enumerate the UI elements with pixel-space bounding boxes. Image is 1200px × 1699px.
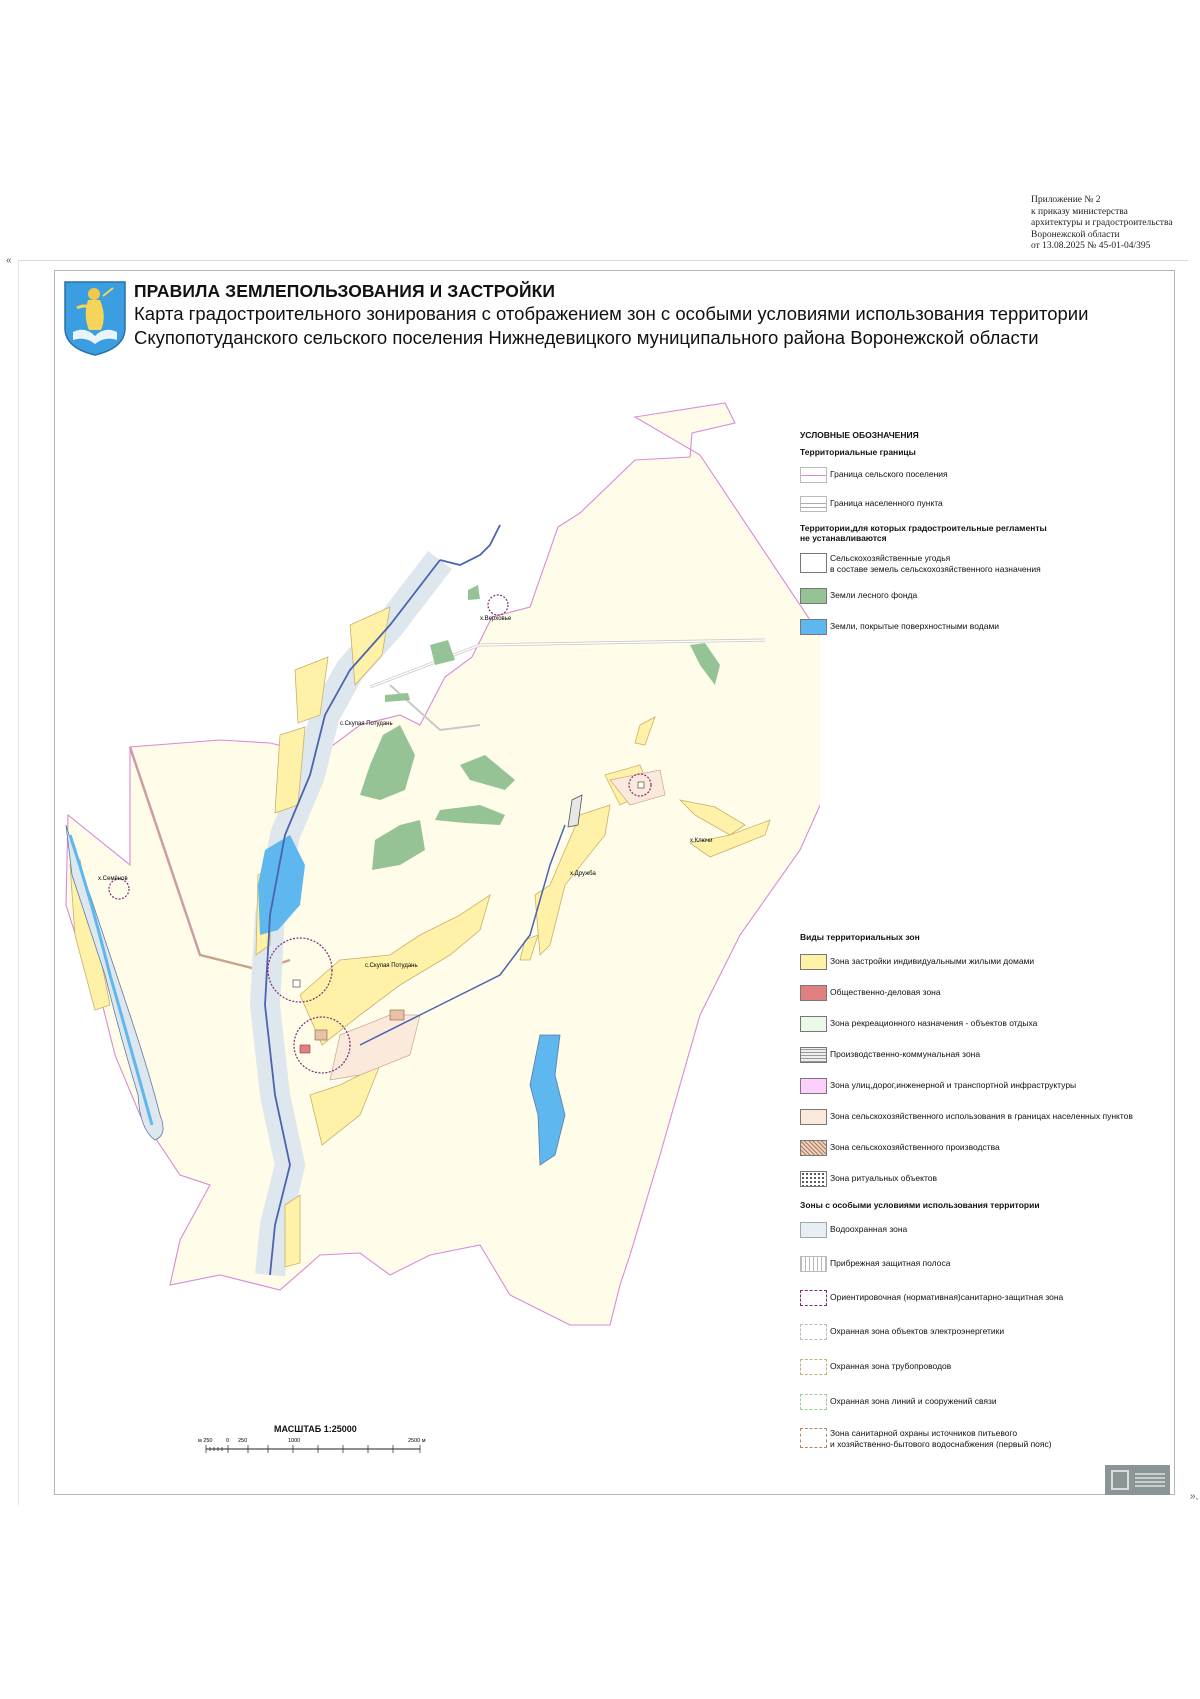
legend-item: Производственно-коммунальная зона — [800, 1047, 980, 1063]
annex-line: Приложение № 2 — [1031, 195, 1101, 205]
legend-swatch — [800, 1016, 827, 1032]
legend-item: Зона санитарной охраны источников питьевого и хозяйственно-бытового водоснабжения (первый пояс) — [800, 1428, 1052, 1450]
scale-bar — [198, 1436, 428, 1458]
legend-swatch — [800, 467, 827, 483]
legend-item: Сельскохозяйственные угодья в составе земель сельскохозяйственного назначения — [800, 553, 1041, 575]
legend-swatch — [800, 1222, 827, 1238]
legend-item: Зона ритуальных объектов — [800, 1171, 937, 1187]
page-subtitle-line2: Скупопотуданского сельского поселения Нижнедевицкого муниципального района Воронежской области — [134, 327, 1039, 348]
legend-item: Прибрежная защитная полоса — [800, 1256, 950, 1272]
legend-item: Охранная зона трубопроводов — [800, 1359, 951, 1375]
legend-swatch — [800, 553, 827, 573]
legend-swatch — [800, 1140, 827, 1156]
legend-item: Земли лесного фонда — [800, 588, 917, 604]
legend-item: Охранная зона объектов электроэнергетики — [800, 1324, 1004, 1340]
publisher-logo — [1105, 1465, 1170, 1495]
legend-swatch — [800, 1109, 827, 1125]
place-label: х.Верховье — [480, 616, 512, 622]
legend-section-title: Зоны с особыми условиями использования территории — [800, 1200, 1040, 1210]
rural-boundary — [66, 403, 820, 1325]
legend-item: Водоохранная зона — [800, 1222, 907, 1238]
page-subtitle: Карта градостроительного зонирования с отображением зон с особыми условиями использования территории — [134, 303, 1089, 324]
legend-section-title: Территории,для которых градостроительные регламенты — [800, 523, 1047, 533]
annex-line: от 13.08.2025 № 45-01-04/395 — [1031, 241, 1151, 252]
legend-heading: УСЛОВНЫЕ ОБОЗНАЧЕНИЯ — [800, 430, 919, 440]
scale-title: МАСШТАБ 1:25000 — [274, 1424, 357, 1434]
legend-item: Ориентировочная (нормативная)санитарно-защитная зона — [800, 1290, 1063, 1306]
scale-tick-label: 2500 м — [408, 1438, 426, 1444]
legend-swatch — [800, 588, 827, 604]
page-title: ПРАВИЛА ЗЕМЛЕПОЛЬЗОВАНИЯ И ЗАСТРОЙКИ — [134, 281, 556, 301]
legend-swatch — [800, 1394, 827, 1410]
frame-rule-vertical — [18, 260, 19, 1505]
open-quote: « — [6, 255, 12, 266]
legend-swatch — [800, 619, 827, 635]
legend-item: Охранная зона линий и сооружений связи — [800, 1394, 997, 1410]
title-block — [134, 280, 1164, 350]
building-icon — [1111, 1470, 1129, 1490]
annex-line: к приказу министерства — [1031, 206, 1128, 217]
scale-tick-label: 1000 — [288, 1438, 301, 1444]
coat-of-arms-icon — [63, 280, 127, 356]
annex-line: Воронежской области — [1031, 229, 1120, 240]
scale-tick-label: 250 — [238, 1438, 248, 1444]
legend-swatch — [800, 1171, 827, 1187]
legend-swatch — [800, 496, 827, 512]
legend-item: Зона улиц,дорог,инженерной и транспортной инфраструктуры — [800, 1078, 1076, 1094]
legend-section-title: Территориальные границы — [800, 447, 916, 457]
annex-note — [1031, 195, 1173, 253]
legend-swatch — [800, 985, 827, 1001]
zoning-map — [60, 395, 820, 1455]
legend-swatch — [800, 954, 827, 970]
close-quote: », — [1190, 1491, 1199, 1502]
legend-item: Граница сельского поселения — [800, 467, 948, 483]
legend-swatch — [800, 1359, 827, 1375]
scale-tick-label: 0 — [226, 1438, 230, 1444]
legend-item: Зона рекреационного назначения - объектов отдыха — [800, 1016, 1037, 1032]
legend-item: Земли, покрытые поверхностными водами — [800, 619, 999, 635]
legend-swatch — [800, 1047, 827, 1063]
legend-swatch — [800, 1290, 827, 1306]
legend-item: Граница населенного пункта — [800, 496, 943, 512]
legend-section-title: Виды территориальных зон — [800, 932, 920, 942]
annex-line: архитектуры и градостроительства — [1031, 218, 1173, 229]
place-label: с.Скупая Потудань — [340, 721, 393, 727]
scale-tick-label: м 250 — [198, 1438, 213, 1444]
legend-item: Зона сельскохозяйственного использования в границах населенных пунктов — [800, 1109, 1133, 1125]
legend-item: Зона сельскохозяйственного производства — [800, 1140, 1000, 1156]
place-label: х.Семёнов — [98, 876, 128, 882]
legend-swatch — [800, 1256, 827, 1272]
frame-rule — [18, 260, 1188, 261]
legend-swatch — [800, 1428, 827, 1448]
place-label: х.Ключи — [690, 838, 713, 844]
place-label: с.Скупая Потудань — [365, 963, 418, 969]
legend-swatch — [800, 1078, 827, 1094]
place-label: х.Дружба — [570, 871, 596, 877]
legend-item: Зона застройки индивидуальными жилыми домами — [800, 954, 1034, 970]
legend-swatch — [800, 1324, 827, 1340]
legend-item: Общественно-деловая зона — [800, 985, 941, 1001]
legend-section-title: не устанавливаются — [800, 533, 887, 543]
